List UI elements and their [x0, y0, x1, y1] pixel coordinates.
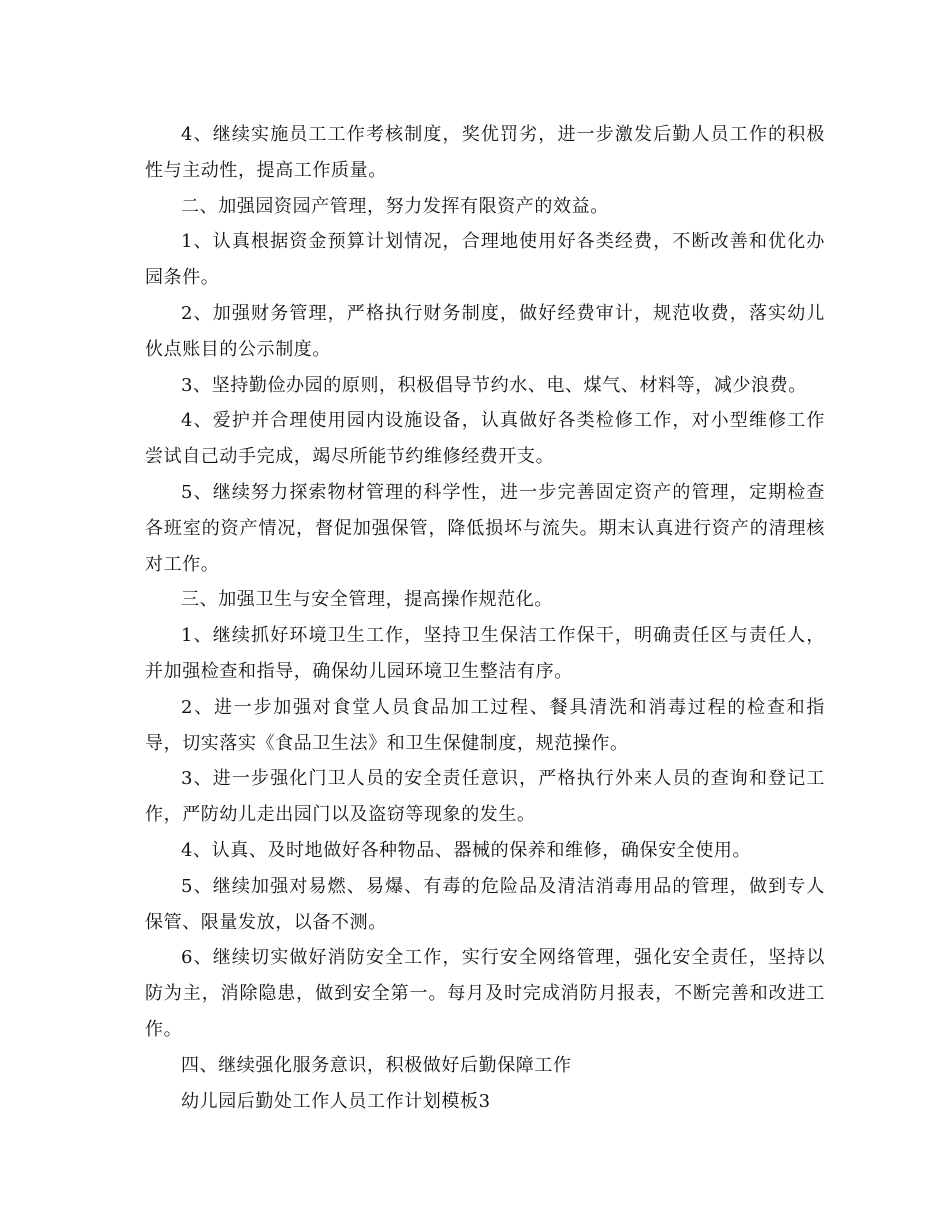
document-body — [145, 117, 825, 1119]
paragraph-14: 6、继续切实做好消防安全工作，实行安全网络管理，强化安全责任，坚持以防为主，消除隐患，做到安全第一。每月及时完成消防月报表，不断完善和改进工作。 — [145, 947, 825, 1040]
paragraph-6: 4、爱护并合理使用园内设施设备，认真做好各类检修工作，对小型维修工作尝试自己动手完成，竭尽所能节约维修经费开支。 — [145, 410, 825, 468]
paragraph-4: 2、加强财务管理，严格执行财务制度，做好经费审计，规范收费，落实幼儿伙点账目的公示制度。 — [145, 302, 825, 360]
paragraph-11: 3、进一步强化门卫人员的安全责任意识，严格执行外来人员的查询和登记工作，严防幼儿走出园门以及盗窃等现象的发生。 — [145, 768, 825, 826]
template-title: 幼儿园后勤处工作人员工作计划模板3 — [181, 1090, 491, 1112]
paragraph-1: 4、继续实施员工工作考核制度，奖优罚劣，进一步激发后勤人员工作的积极性与主动性，提高工作质量。 — [145, 124, 825, 181]
paragraph-9: 1、继续抓好环境卫生工作，坚持卫生保洁工作保干，明确责任区与责任人，并加强检查和指导，确保幼儿园环境卫生整洁有序。 — [145, 625, 825, 682]
paragraph-7: 5、继续努力探索物材管理的科学性，进一步完善固定资产的管理，定期检查各班室的资产情况，督促加强保管，降低损坏与流失。期末认真进行资产的清理核对工作。 — [145, 481, 825, 575]
paragraph-13: 5、继续加强对易燃、易爆、有毒的危险品及清洁消毒用品的管理，做到专人保管、限量发放，以备不测。 — [145, 875, 825, 933]
paragraph-3: 1、认真根据资金预算计划情况，合理地使用好各类经费，不断改善和优化办园条件。 — [145, 231, 825, 289]
section-heading-4: 四、继续强化服务意识，积极做好后勤保障工作 — [181, 1054, 572, 1076]
paragraph-12: 4、认真、及时地做好各种物品、器械的保养和维修，确保安全使用。 — [181, 839, 752, 861]
paragraph-5: 3、坚持勤俭办园的原则，积极倡导节约水、电、煤气、材料等，减少浪费。 — [181, 374, 807, 396]
paragraph-10: 2、进一步加强对食堂人员食品加工过程、餐具清洗和消毒过程的检查和指导，切实落实《食品卫生法》和卫生保健制度，规范操作。 — [145, 696, 825, 754]
section-heading-2: 二、加强园资园产管理，努力发挥有限资产的效益。 — [181, 195, 609, 217]
section-heading-3: 三、加强卫生与安全管理，提高操作规范化。 — [181, 589, 553, 611]
